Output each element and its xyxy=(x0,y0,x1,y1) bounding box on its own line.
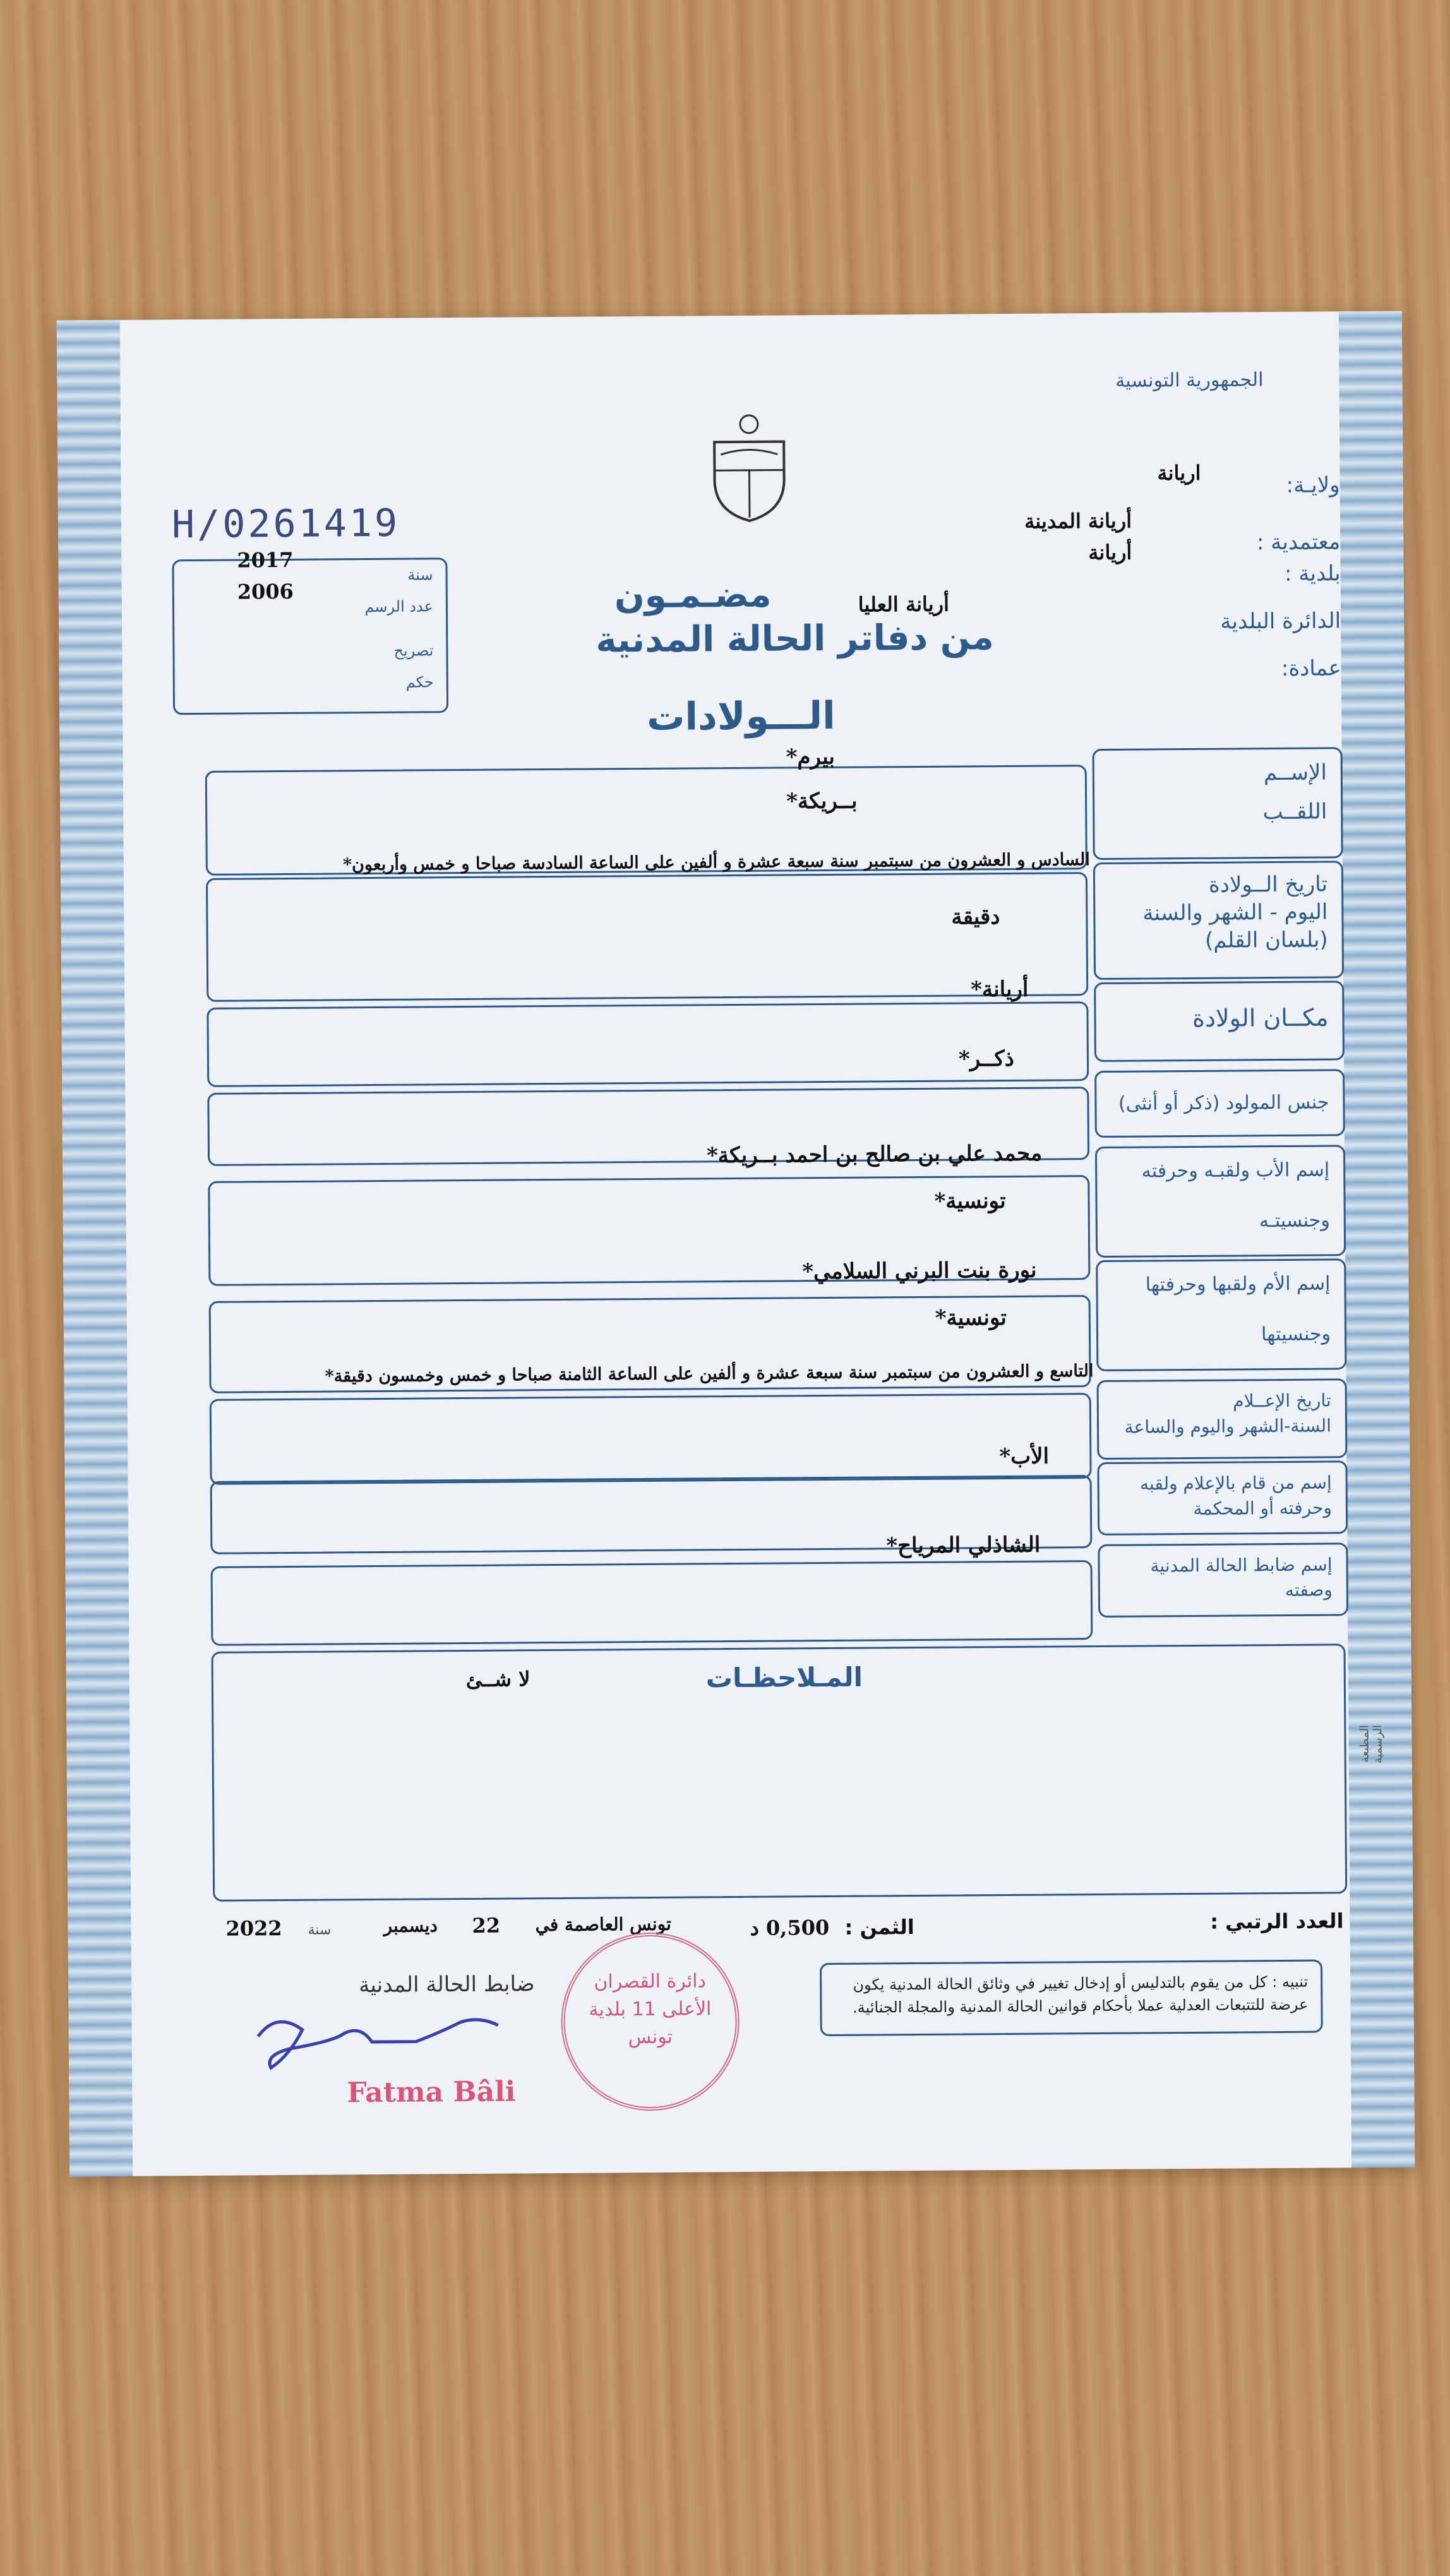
coat-of-arms-icon xyxy=(702,410,797,524)
value-declaration-date: التاسع و العشرون من سبتمبر سنة سبعة عشرة و ألفين على الساعة الثامنة صباحا و خمس وخمسون دقيقة* xyxy=(325,1361,1094,1386)
label-box-officer xyxy=(1098,1542,1348,1618)
wilaya-value: اريانة xyxy=(1157,460,1201,486)
serial-number: H/0261419 xyxy=(171,501,400,547)
value-mother-nationality: تونسية* xyxy=(935,1305,1007,1331)
printer-mark: المطبعة الرسمية xyxy=(1358,1724,1385,1763)
label-declaration-date-sub: السنة-الشهر واليوم والساعة xyxy=(1124,1415,1332,1438)
year-label-footer: سنة xyxy=(308,1922,332,1938)
place-date-label: تونس العاصمة في xyxy=(535,1913,671,1936)
date-year: 2022 xyxy=(225,1916,282,1941)
remarks-box xyxy=(211,1643,1347,1902)
title-line3: الـــولادات xyxy=(646,693,836,739)
republic-label: الجمهورية التونسية xyxy=(1115,369,1264,392)
title-line2: من دفاتر الحالة المدنية xyxy=(596,617,994,661)
date-month: ديسمبر xyxy=(383,1915,438,1936)
remarks-value: لا شــئ xyxy=(465,1667,530,1691)
label-birthdate-note: (بلسان القلم) xyxy=(1204,927,1328,953)
value-box-birthplace xyxy=(207,1001,1089,1087)
daira-value: أريانة العليا xyxy=(858,592,950,617)
warning-box xyxy=(820,1960,1323,2037)
officer-title: ضابط الحالة المدنية xyxy=(359,1971,535,1998)
official-round-stamp xyxy=(561,1932,740,2111)
judgment-label: حكم xyxy=(405,673,434,691)
title-line1: مضـمـون xyxy=(614,574,772,617)
label-box-name xyxy=(1093,747,1343,860)
value-birthdate-cont: دقيقة xyxy=(951,904,1000,930)
label-birthdate-sub: اليوم - الشهر والسنة xyxy=(1142,899,1328,926)
price-value: 0,500 د xyxy=(750,1915,830,1940)
declaration-label: تصريح xyxy=(393,641,434,660)
label-box-birthdate xyxy=(1093,861,1344,980)
label-box-father xyxy=(1095,1145,1346,1258)
value-box-declaration-date xyxy=(210,1393,1092,1485)
value-firstname: بيرم* xyxy=(786,744,836,770)
serial-order-label: العدد الرتبي : xyxy=(1210,1909,1344,1934)
label-name: الإســم xyxy=(1263,760,1327,786)
officer-name-stamp: Fatma Bâli xyxy=(347,2075,516,2109)
value-box-birthdate xyxy=(206,872,1088,1002)
baladia-label: بلدية : xyxy=(1284,561,1341,587)
label-declaration-date: تاريخ الإعــلام xyxy=(1233,1390,1331,1412)
value-officer: الشاذلي المرياح* xyxy=(886,1532,1041,1559)
label-father: إسم الأب ولقبـه وحرفته xyxy=(1141,1159,1330,1183)
reg-label: عدد الرسم xyxy=(364,597,434,616)
label-officer: إسم ضابط الحالة المدنية xyxy=(1150,1554,1333,1577)
value-birthdate: السادس و العشرون من سبتمبر سنة سبعة عشرة و ألفين على الساعة السادسة صباحا و خمس وأربعون* xyxy=(342,850,1090,875)
daira-label: الدائرة البلدية xyxy=(1220,608,1341,635)
value-box-officer xyxy=(211,1560,1093,1646)
label-officer-sub: وصفته xyxy=(1285,1579,1333,1601)
label-birthdate: تاريخ الــولادة xyxy=(1208,871,1328,898)
value-gender: ذكــر* xyxy=(958,1046,1014,1072)
label-box-birthplace xyxy=(1094,981,1345,1062)
label-box-declarant xyxy=(1097,1460,1348,1535)
label-surname: اللقــب xyxy=(1262,799,1327,825)
price-label: الثمن : xyxy=(844,1915,914,1940)
stamp-text: دائرة القصران الأعلى 11 بلدية تونس xyxy=(589,1970,712,2049)
label-box-mother xyxy=(1096,1258,1346,1371)
wilaya-label: ولايـة: xyxy=(1286,472,1340,498)
year-box xyxy=(172,547,448,715)
label-gender: جنس المولود (ذكر أو أنثى) xyxy=(1118,1091,1329,1115)
value-surname: بــريكة* xyxy=(786,788,858,814)
value-declarant: الأب* xyxy=(999,1443,1050,1470)
year-value: 2017 xyxy=(237,547,294,573)
omada-label: عمادة: xyxy=(1281,655,1341,681)
value-father-nationality: تونسية* xyxy=(934,1188,1006,1214)
label-declarant: إسم من قام بالإعلام ولقبه xyxy=(1139,1472,1332,1494)
label-mother: إسم الأم ولقبها وحرفتها xyxy=(1145,1272,1331,1296)
reg-value: 2006 xyxy=(237,579,294,604)
moatamadia-label: معتمدية : xyxy=(1256,529,1341,556)
label-box-declaration-date xyxy=(1097,1378,1348,1460)
label-declarant-sub: وحرفته أو المحكمة xyxy=(1193,1497,1333,1519)
warning-text: تنبيه : كل من يقوم بالتدليس أو إدخال تغيير في وثائق الحالة المدنية يكون عرضة للتتبعات العدلية عملا بأحكام قوانين الحالة المدنية والمجلة الجنائية. xyxy=(852,1972,1309,2017)
date-day: 22 xyxy=(472,1913,501,1938)
remarks-label: المـلاحظـات xyxy=(705,1661,863,1694)
value-mother: نورة بنت البرني السلامي* xyxy=(802,1257,1037,1285)
signature-icon xyxy=(251,1997,505,2081)
year-label: سنة xyxy=(407,566,433,584)
moatamadia-value: أريانة المدينة xyxy=(1024,508,1132,534)
label-birthplace: مكــان الولادة xyxy=(1192,1003,1329,1032)
label-box-gender xyxy=(1094,1069,1345,1138)
value-father: محمد علي بن صالح بن احمد بــريكة* xyxy=(706,1140,1043,1169)
baladia-value: أريانة xyxy=(1088,540,1132,565)
label-mother-nationality: وجنسيتها xyxy=(1261,1323,1331,1346)
label-father-nationality: وجنسيتـه xyxy=(1259,1209,1330,1232)
birth-certificate-paper xyxy=(57,311,1415,2177)
value-birthplace: أريانة* xyxy=(971,976,1029,1003)
decorative-border-right xyxy=(1339,311,1415,2168)
